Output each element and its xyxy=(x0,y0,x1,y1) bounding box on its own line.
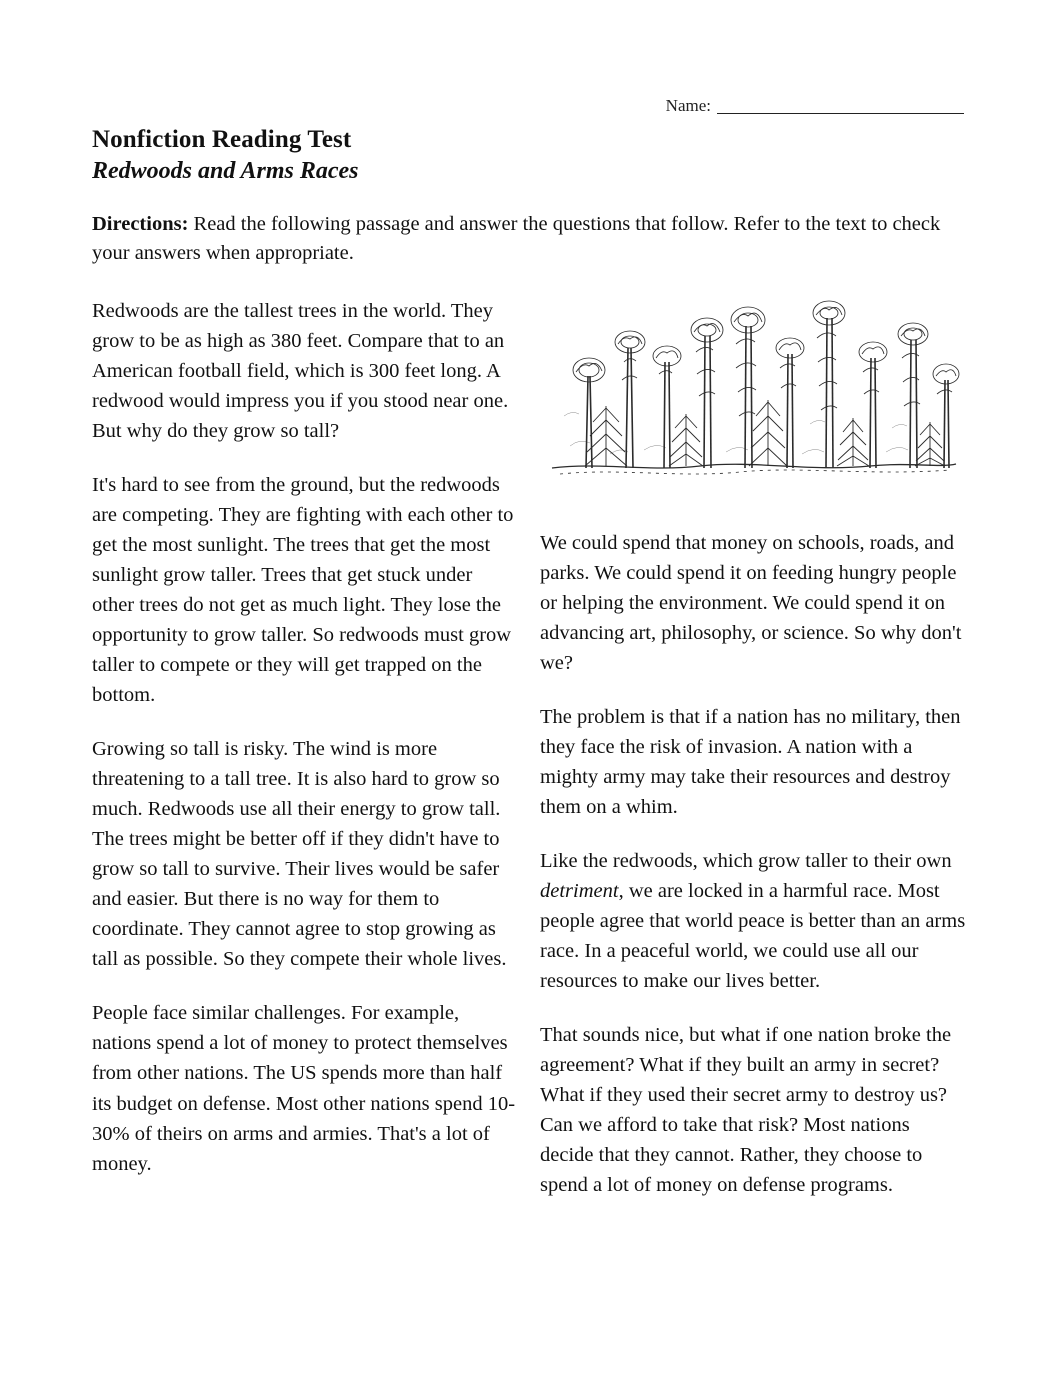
name-field-row xyxy=(92,88,964,114)
title-block xyxy=(92,126,964,186)
paragraph-text-after: , we are locked in a harmful race. Most people agree that world peace is better than an arms race. In a peaceful world, we could use all our resources to make our lives better. xyxy=(540,880,966,993)
passage-columns xyxy=(92,296,964,1296)
page-subtitle: Redwoods and Arms Races xyxy=(92,157,359,184)
paragraph: Growing so tall is risky. The wind is more threatening to a tall tree. It is also hard to grow so much. Redwoods use all their energy to grow tall. The trees might be better off if they didn't have to grow so tall to survive. Their lives would be safer and easier. But there is no way for them to coordinate. They cannot agree to stop growing as tall as possible. So they compete their whole lives. xyxy=(92,738,507,971)
name-input-line[interactable] xyxy=(717,96,964,114)
paragraph: That sounds nice, but what if one nation broke the agreement? What if they built an army in secret? What if they used their secret army to destroy us? Can we afford to take that risk? Most nations decide that they cannot. Rather, they choose to spend a lot of money on defense programs. xyxy=(540,1024,952,1197)
paragraph: We could spend that money on schools, roads, and parks. We could spend it on feeding hungry people or helping the environment. We could spend it on advancing art, philosophy, or science. So why don't we? xyxy=(540,531,962,674)
paragraph-with-emphasis xyxy=(540,846,967,996)
passage-column-left xyxy=(92,296,519,1179)
passage-column-right xyxy=(540,296,967,1201)
directions-paragraph xyxy=(92,210,954,268)
name-label: Name: xyxy=(665,96,711,115)
paragraph: It's hard to see from the ground, but the redwoods are competing. They are fighting with each other to get the most sunlight. The trees that get the most sunlight grow taller. Trees that get stuck under other trees do not get as much light. They lose the opportunity to grow taller. So redwoods must grow taller to compete or they will get trapped on the bottom. xyxy=(92,473,514,707)
page-title: Nonfiction Reading Test xyxy=(92,126,352,153)
directions-label: Directions: xyxy=(92,212,189,235)
paragraph: The problem is that if a nation has no military, then they face the risk of invasion. A nation with a mighty army may take their resources and destroy them on a whim. xyxy=(540,705,961,819)
paragraph: Redwoods are the tallest trees in the world. They grow to be as high as 380 feet. Compare that to an American football field, which is 300 feet long. A redwood would impress you if you stood near one. But why do they grow so tall? xyxy=(92,299,509,442)
paragraph-text-before: Like the redwoods, which grow taller to their own xyxy=(540,850,952,873)
illustration-spacer xyxy=(540,296,967,528)
directions-text: Read the following passage and answer the questions that follow. Refer to the text to check your answers when appropriate. xyxy=(92,212,941,264)
page-content xyxy=(92,88,964,1296)
emphasized-word: detriment xyxy=(540,880,619,903)
paragraph: People face similar challenges. For example, nations spend a lot of money to protect themselves from other nations. The US spends more than half its budget on defense. Most other nations spend 10-30% of theirs on arms and armies. That's a lot of money. xyxy=(92,1002,516,1175)
